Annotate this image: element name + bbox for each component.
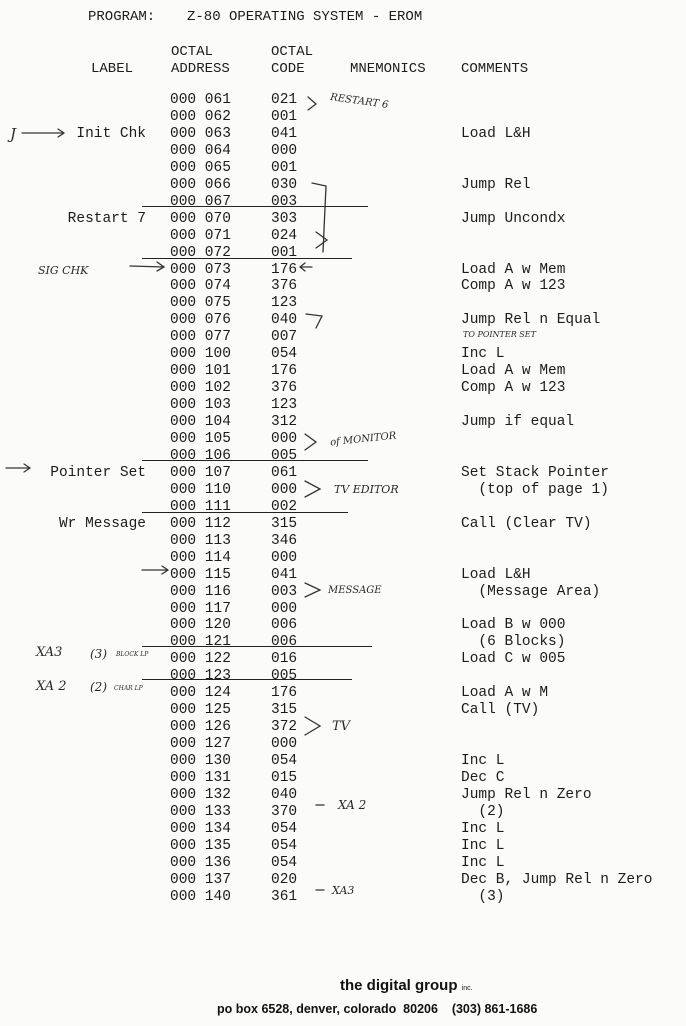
row-address: 000 125	[170, 702, 231, 719]
row-address: 000 073	[170, 261, 231, 278]
column-header-label: LABEL	[91, 61, 134, 77]
row-comment: Inc L	[461, 346, 505, 363]
row-comment: Inc L	[461, 837, 505, 854]
arrow-mark	[142, 566, 168, 574]
row-address: 000 117	[170, 600, 231, 617]
arrow-mark	[6, 464, 30, 472]
row-code: 000	[271, 736, 298, 753]
row-address: 000 116	[170, 583, 231, 600]
row-comment: Load C w 005	[461, 651, 566, 668]
row-comment: Jump Rel	[461, 176, 531, 193]
row-address: 000 140	[170, 888, 231, 905]
row-code: 376	[271, 278, 298, 295]
row-comment: Load A w Mem	[461, 363, 566, 380]
row-code: 041	[271, 125, 298, 142]
row-comment: (Message Area)	[461, 583, 601, 600]
row-code: 054	[271, 854, 298, 871]
row-code: 054	[271, 346, 298, 363]
row-comment: Dec C	[461, 770, 505, 786]
row-address: 000 113	[170, 532, 231, 549]
note-xa3-num: (3)	[90, 647, 107, 661]
column-header-code-2: CODE	[271, 61, 305, 77]
row-address: 000 130	[170, 753, 231, 770]
row-address: 000 133	[170, 803, 231, 820]
note-restart6: RESTART 6	[329, 91, 390, 112]
row-address: 000 100	[170, 346, 231, 363]
tick-mark	[306, 314, 322, 328]
row-code: 303	[271, 210, 298, 227]
row-address: 000 070	[170, 210, 231, 227]
row-code: 000	[271, 481, 298, 498]
row-code: 000	[271, 431, 298, 447]
row-comment: Load B w 000	[461, 617, 566, 634]
row-code: 003	[271, 193, 298, 210]
row-code: 040	[271, 312, 298, 329]
row-comment: Jump if equal	[461, 414, 575, 431]
row-address: 000 112	[170, 515, 231, 532]
program-name: Z-80 OPERATING SYSTEM - EROM	[187, 9, 423, 25]
row-address: 000 136	[170, 854, 231, 871]
note-tv-editor: TV EDITOR	[334, 483, 399, 496]
arrow-mark	[22, 129, 64, 137]
note-to-pointer-set: TO POINTER SET	[463, 330, 536, 339]
row-comment: Jump Rel n Zero	[461, 786, 592, 803]
row-address: 000 067	[170, 193, 231, 210]
row-code: 370	[271, 803, 298, 820]
column-header-comments: COMMENTS	[461, 61, 529, 77]
row-code: 015	[271, 770, 298, 786]
row-code: 003	[271, 583, 298, 600]
row-address: 000 063	[170, 125, 231, 142]
company-suffix: inc.	[461, 985, 473, 992]
row-code: 054	[271, 837, 298, 854]
row-code: 000	[271, 600, 298, 617]
company-name-text: the digital group	[340, 977, 458, 994]
note-xa2-num: (2)	[90, 680, 107, 694]
row-code: 041	[271, 566, 298, 583]
note-xa3-note: BLOCK LP	[116, 651, 149, 658]
row-code: 061	[271, 464, 298, 481]
row-address: 000 077	[170, 329, 231, 346]
row-code: 054	[271, 753, 298, 770]
row-comment: (3)	[461, 888, 505, 905]
row-comment: Dec B, Jump Rel n Zero	[461, 871, 653, 888]
row-address: 000 062	[170, 108, 231, 125]
row-code: 024	[271, 227, 298, 244]
row-address: 000 122	[170, 651, 231, 668]
row-comment: Inc L	[461, 753, 505, 770]
row-comment: Load A w Mem	[461, 261, 566, 278]
row-address: 000 075	[170, 295, 231, 312]
brace-mark	[305, 583, 320, 597]
note-xa3-ref: XA3	[332, 884, 355, 897]
row-comment: Jump Rel n Equal	[461, 312, 601, 329]
row-code: 315	[271, 515, 298, 532]
row-address: 000 103	[170, 397, 231, 414]
row-comment: Inc L	[461, 854, 505, 871]
row-address: 000 131	[170, 770, 231, 786]
note-of-monitor: of MONITOR	[329, 430, 397, 449]
row-code: 030	[271, 176, 298, 193]
brace-mark	[305, 717, 320, 735]
brace-mark	[316, 232, 327, 248]
column-header-code-1: OCTAL	[271, 44, 314, 60]
row-comment: Load L&H	[461, 566, 531, 583]
row-address: 000 126	[170, 719, 231, 736]
row-address: 000 121	[170, 634, 231, 651]
row-code: 372	[271, 719, 298, 736]
row-address: 000 102	[170, 380, 231, 397]
brace-mark	[305, 434, 316, 450]
row-address: 000 132	[170, 786, 231, 803]
arrow-mark	[300, 263, 312, 271]
row-address: 000 071	[170, 227, 231, 244]
row-comment: (top of page 1)	[461, 481, 609, 498]
row-code: 006	[271, 634, 298, 651]
company-name	[340, 977, 473, 994]
row-code: 020	[271, 871, 298, 888]
brace-mark	[305, 481, 320, 497]
row-address: 000 064	[170, 142, 231, 159]
row-comment: Set Stack Pointer	[461, 464, 609, 481]
row-address: 000 107	[170, 464, 231, 481]
row-code: 176	[271, 363, 298, 380]
row-comment: Comp A w 123	[461, 278, 566, 295]
row-address: 000 105	[170, 431, 231, 447]
row-comment: Call (Clear TV)	[461, 515, 592, 532]
row-code: 007	[271, 329, 298, 346]
row-code: 002	[271, 498, 298, 515]
row-label: Pointer Set	[50, 464, 146, 481]
row-comment: (2)	[461, 803, 505, 820]
column-header-address-2: ADDRESS	[171, 61, 230, 77]
arrow-mark	[130, 262, 164, 271]
row-code: 001	[271, 108, 298, 125]
row-address: 000 127	[170, 736, 231, 753]
row-address: 000 072	[170, 244, 231, 261]
row-code: 001	[271, 244, 298, 261]
row-code: 000	[271, 142, 298, 159]
program-label: PROGRAM:	[88, 9, 156, 25]
column-header-address-1: OCTAL	[171, 44, 214, 60]
row-address: 000 106	[170, 447, 231, 464]
brace-mark	[308, 97, 316, 110]
company-address: po box 6528, denver, colorado 80206 (303) 861-1686	[217, 1002, 538, 1016]
row-code: 021	[271, 92, 298, 108]
row-comment: Load A w M	[461, 685, 549, 702]
row-address: 000 115	[170, 566, 231, 583]
row-label: Wr Message	[58, 515, 146, 532]
row-code: 361	[271, 888, 298, 905]
row-address: 000 065	[170, 159, 231, 176]
row-comment: Comp A w 123	[461, 380, 566, 397]
row-code: 006	[271, 617, 298, 634]
row-code: 312	[271, 414, 298, 431]
row-address: 000 104	[170, 414, 231, 431]
row-code: 040	[271, 786, 298, 803]
row-address: 000 066	[170, 176, 231, 193]
row-code: 005	[271, 668, 298, 685]
row-code: 005	[271, 447, 298, 464]
note-xa2-label: XA 2	[36, 679, 67, 694]
row-address: 000 134	[170, 820, 231, 837]
row-address: 000 120	[170, 617, 231, 634]
row-address: 000 074	[170, 278, 231, 295]
row-label: Init Chk	[76, 125, 146, 142]
row-address: 000 137	[170, 871, 231, 888]
row-code: 123	[271, 295, 298, 312]
note-xa2-note: CHAR LP	[114, 685, 143, 692]
row-comment: Inc L	[461, 820, 505, 837]
column-header-mnemonics: MNEMONICS	[350, 61, 426, 77]
note-j-mark: J	[10, 125, 17, 143]
row-address: 000 101	[170, 363, 231, 380]
row-address: 000 111	[170, 498, 231, 515]
row-comment: Load L&H	[461, 125, 531, 142]
note-sig-chk: SIG CHK	[38, 264, 89, 277]
row-address: 000 135	[170, 837, 231, 854]
note-tv: TV	[332, 719, 351, 734]
row-address: 000 114	[170, 549, 231, 566]
row-code: 176	[271, 261, 298, 278]
row-code: 001	[271, 159, 298, 176]
row-comment: Jump Uncondx	[461, 210, 566, 227]
note-xa2-ref: XA 2	[338, 798, 367, 812]
row-comment: (6 Blocks)	[461, 634, 566, 651]
note-xa3-label: XA3	[36, 645, 63, 660]
row-code: 000	[271, 549, 298, 566]
row-address: 000 110	[170, 481, 231, 498]
row-code: 016	[271, 651, 298, 668]
note-message: MESSAGE	[328, 585, 382, 596]
row-address: 000 124	[170, 685, 231, 702]
row-address: 000 076	[170, 312, 231, 329]
row-code: 123	[271, 397, 298, 414]
row-code: 176	[271, 685, 298, 702]
row-code: 054	[271, 820, 298, 837]
row-address: 000 061	[170, 92, 231, 108]
row-label: Restart 7	[67, 210, 146, 227]
row-code: 346	[271, 532, 298, 549]
row-code: 376	[271, 380, 298, 397]
row-address: 000 123	[170, 668, 231, 685]
row-code: 315	[271, 702, 298, 719]
row-comment: Call (TV)	[461, 702, 540, 719]
